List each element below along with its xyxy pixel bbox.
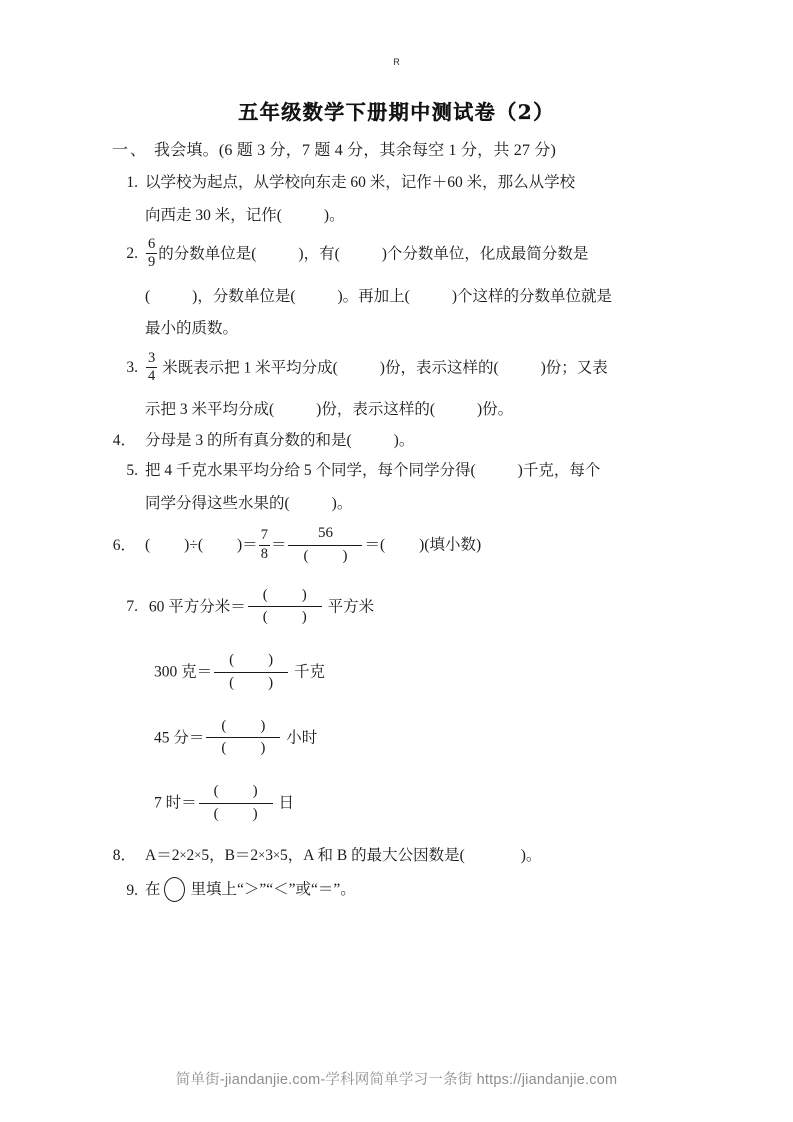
conversion-fraction[interactable]	[206, 718, 280, 758]
question-1	[112, 175, 692, 223]
question-3-text-2c: )份。	[477, 401, 514, 419]
question-3-line-1	[112, 349, 692, 386]
question-3-text-1c: )份；又表	[540, 359, 608, 377]
fraction-numerator[interactable]	[206, 718, 280, 738]
blank-open-paren: (	[229, 652, 235, 669]
question-4-number: 4．	[112, 431, 136, 449]
question-8-text-c: 5，B＝2	[201, 846, 259, 864]
fraction-seven-eighths	[259, 528, 270, 562]
blank-close-paren: )	[252, 805, 258, 822]
circle-blank-icon[interactable]	[164, 877, 185, 902]
question-1-line-1	[112, 175, 692, 191]
multiply-icon: ×	[179, 847, 187, 862]
question-5-line-1	[112, 463, 692, 479]
question-9-number: 9.	[126, 881, 138, 899]
blank-open-paren: (	[213, 783, 219, 800]
page-footer: 简单街-jiandanjie.com-学科网简单学习一条街 https://jiandanjie.com	[175, 1072, 618, 1088]
blank-close-paren: )	[301, 609, 307, 626]
question-1-text-1: 以学校为起点，从学校向东走 60 米，记作＋60 米，那么从学校	[145, 174, 576, 191]
section-number: 一、	[112, 142, 149, 159]
question-7	[112, 588, 692, 824]
question-4-line-1	[112, 433, 692, 449]
question-9-text-a: 在	[145, 881, 161, 899]
question-2-line-3	[112, 321, 692, 337]
question-7-row-3-left: 7 时＝	[154, 794, 197, 812]
question-7-row-1-left: 300 克＝	[154, 663, 213, 681]
question-1-number: 1.	[126, 174, 138, 191]
question-2-line-2	[112, 289, 692, 305]
blank-open-paren: (	[262, 609, 268, 626]
question-2-text-1a: 的分数单位是(	[158, 245, 257, 263]
question-5-text-2b: )。	[331, 494, 353, 512]
blank-close-paren: )	[268, 674, 274, 691]
question-3-text-1a: 米既表示把 1 米平均分成(	[162, 359, 338, 377]
question-7-row-0-unit: 平方米	[327, 598, 375, 616]
conversion-fraction[interactable]	[248, 587, 322, 627]
question-9-text-b: 里填上“＞”“＜”或“＝”。	[190, 881, 356, 899]
section-heading	[112, 143, 692, 159]
question-4-text-b: )。	[393, 431, 415, 449]
question-8-text-f: )。	[520, 846, 542, 864]
fraction-denominator: 4	[148, 368, 156, 385]
question-7-line-3	[112, 719, 692, 759]
question-6-line-1	[112, 526, 692, 566]
question-3-text-1b: )份，表示这样的(	[379, 359, 499, 377]
question-8-text-e: 5，A 和 B 的最大公因数是(	[280, 846, 465, 864]
question-1-line-2	[112, 208, 692, 224]
fraction-numerator: 7	[259, 528, 270, 545]
fraction-three-fourths	[146, 351, 157, 385]
question-1-text-2a: 向西走 30 米，记作(	[145, 206, 282, 224]
question-7-number: 7.	[126, 598, 138, 616]
fraction-numerator: 6	[146, 237, 157, 254]
blank-close-paren: )	[260, 717, 266, 734]
fraction-fifty-six-over-blank	[288, 525, 362, 565]
fraction-numerator: 3	[146, 351, 157, 368]
fraction-denominator: 8	[260, 545, 268, 562]
question-7-row-0-left: 60 平方分米＝	[148, 598, 246, 616]
question-6-number: 6．	[112, 536, 136, 554]
question-7-line-4	[112, 784, 692, 824]
blank-close-paren: )	[268, 652, 274, 669]
question-7-row-2-left: 45 分＝	[154, 729, 205, 747]
question-8	[112, 848, 692, 864]
question-9	[112, 878, 692, 903]
question-9-line-1	[112, 878, 692, 903]
question-2-text-2a: (	[145, 287, 151, 305]
question-6-text-c: )＝	[237, 536, 258, 554]
fraction-denominator[interactable]	[248, 607, 322, 626]
question-7-row-1-unit: 千克	[294, 663, 326, 681]
blank-close-paren: )	[260, 740, 266, 757]
question-2-text-2d: )个这样的分数单位就是	[451, 287, 612, 305]
question-5-line-2	[112, 496, 692, 512]
section-name: 我会填。	[154, 142, 219, 159]
question-7-line-1	[112, 588, 692, 628]
conversion-fraction[interactable]	[214, 652, 288, 692]
question-4	[112, 433, 692, 449]
question-1-text-2b: )。	[323, 206, 345, 224]
blank-close-paren: )	[301, 586, 307, 603]
blank-close-paren: )	[342, 547, 348, 564]
question-2-text-1c: )个分数单位，化成最简分数是	[381, 245, 589, 263]
blank-open-paren: (	[229, 674, 235, 691]
question-6-text-a: (	[145, 536, 151, 554]
question-3-text-2b: )份，表示这样的(	[316, 401, 435, 419]
question-5-text-1b: )千克，每个	[517, 462, 601, 480]
blank-open-paren: (	[213, 805, 219, 822]
question-3-number: 3.	[126, 359, 138, 377]
question-4-text-a: 分母是 3 的所有真分数的和是(	[145, 431, 352, 449]
section-scoring: (6 题 3 分，7 题 4 分，其余每空 1 分，共 27 分)	[218, 142, 557, 159]
question-8-line-1	[112, 848, 692, 864]
question-6-text-b: )÷(	[184, 536, 204, 554]
question-6-eq-3: ＝(	[364, 536, 386, 554]
fraction-denominator: 9	[148, 254, 156, 271]
question-2-text-3: 最小的质数。	[145, 320, 239, 338]
question-3-line-2	[112, 402, 692, 418]
question-6-eq-2: ＝	[270, 536, 287, 554]
fraction-numerator[interactable]	[214, 652, 288, 672]
question-2-number: 2.	[126, 245, 138, 263]
question-3-text-2a: 示把 3 米平均分成(	[145, 401, 275, 419]
blank-open-paren: (	[221, 740, 227, 757]
fraction-numerator: 56	[288, 525, 362, 545]
question-8-text-d: 3	[265, 846, 273, 864]
question-2	[112, 238, 692, 337]
question-8-text-b: 2	[186, 846, 195, 864]
question-2-text-2c: )。再加上(	[337, 287, 410, 305]
blank-open-paren: (	[221, 717, 227, 734]
multiply-icon: ×	[258, 847, 266, 862]
blank-open-paren: (	[303, 547, 309, 564]
exam-content	[112, 143, 692, 918]
question-2-text-1b: )，有(	[298, 245, 340, 263]
question-8-text-a: A＝2	[145, 846, 180, 864]
multiply-icon: ×	[194, 847, 202, 862]
fraction-denominator[interactable]	[206, 738, 280, 757]
blank-open-paren: (	[262, 586, 268, 603]
fraction-denominator[interactable]	[288, 546, 362, 565]
question-7-line-2	[112, 653, 692, 693]
question-5-text-1a: 把 4 千克水果平均分给 5 个同学，每个同学分得(	[145, 462, 476, 480]
fraction-denominator[interactable]	[199, 804, 273, 823]
question-5	[112, 463, 692, 511]
fraction-six-ninths	[146, 237, 157, 271]
page-title: 五年级数学下册期中测试卷（2）	[238, 100, 555, 124]
question-7-row-3-unit: 日	[278, 794, 295, 812]
question-5-text-2a: 同学分得这些水果的(	[145, 494, 290, 512]
question-7-row-2-unit: 小时	[286, 729, 318, 747]
question-2-line-1	[112, 238, 692, 272]
fraction-numerator[interactable]	[248, 587, 322, 607]
question-3	[112, 349, 692, 419]
conversion-fraction[interactable]	[199, 783, 273, 823]
question-2-text-2b: )，分数单位是(	[192, 287, 296, 305]
multiply-icon: ×	[272, 847, 281, 862]
question-6-tail: )(填小数)	[419, 536, 482, 554]
fraction-denominator[interactable]	[214, 673, 288, 692]
question-5-number: 5.	[126, 462, 138, 480]
corner-mark: R	[393, 57, 400, 67]
question-8-number: 8．	[112, 846, 136, 864]
fraction-numerator[interactable]	[199, 783, 273, 803]
blank-close-paren: )	[252, 783, 258, 800]
question-6	[112, 526, 692, 566]
